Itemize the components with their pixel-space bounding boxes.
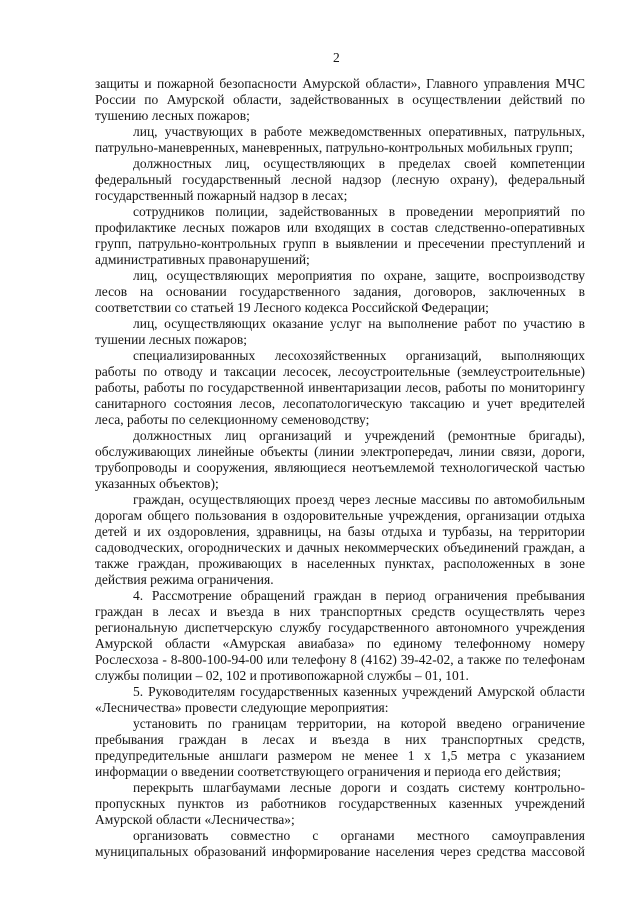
text-line: информации о введении соответствующего ограничения и периода его действия; [95,764,561,779]
text-line: пребывания граждан в лесах и въезда в них транспортных средств, [95,732,585,747]
text-line: лиц, участвующих в работе межведомственных оперативных, патрульных, [133,124,585,139]
text-line: тушению лесных пожаров; [95,108,250,123]
text-line: граждан, осуществляющих проезд через лесные массивы по автомобильным [133,492,585,507]
paragraph [95,268,585,316]
text-line: 5. Руководителям государственных казенных учреждений Амурской области [133,684,585,699]
text-line: Амурской области «Амурская авиабаза» по единому телефонному номеру [95,636,585,651]
text-line: тушении лесных пожаров; [95,332,247,347]
text-line: специализированных лесохозяйственных организаций, выполняющих [133,348,585,363]
paragraph [95,588,585,684]
document-body [95,76,585,860]
text-line: граждан в лесах и въезда в них транспортных средств осуществлять через [95,604,585,619]
text-line: лесов на основании государственного задания, договоров, заключенных в [95,284,585,299]
text-line: «Лесничества» провести следующие мероприятия: [95,700,389,715]
paragraph [95,156,585,204]
paragraph [95,348,585,428]
text-line: трубопроводы и сооружения, являющиеся неотъемлемой технологической частью [95,460,585,475]
text-line: лиц, осуществляющих оказание услуг на выполнение работ по участию в [133,316,585,331]
text-line: работы, работы по государственной инвентаризации лесов, работы по мониторингу [95,380,585,395]
text-line: региональную диспетчерскую службу государственного автономного учреждения [95,620,585,635]
text-line: государственный пожарный надзор в лесах; [95,188,348,203]
text-line: пропускных пунктов из работников государственных казенных учреждений [95,796,585,811]
text-line: соответствии со статьей 19 Лесного кодекса Российской Федерации; [95,300,489,315]
paragraph [95,76,585,124]
text-line: Амурской области «Лесничества»; [95,812,295,827]
text-line: групп, патрульно-контрольных групп в выявлении и пресечении преступлений и [95,236,585,251]
text-line: садоводческих, огороднических и дачных некоммерческих объединений граждан, а [95,540,585,555]
text-line: дорогам общего пользования в оздоровительные учреждения, организации отдыха [95,508,585,523]
text-line: Рослесхоза - 8-800-100-94-00 или телефону 8 (4162) 39-42-02, а также по телефонам [95,652,585,667]
paragraph [95,204,585,268]
text-line: лиц, осуществляющих мероприятия по охране, защите, воспроизводству [133,268,585,283]
paragraph [95,124,585,156]
text-line: также граждан, проживающих в населенных пунктах, расположенных в зоне [95,556,585,571]
text-line: установить по границам территории, на которой введено ограничение [133,716,585,731]
text-line: защиты и пожарной безопасности Амурской области», Главного управления МЧС [95,76,585,91]
text-line: работы по отводу и таксации лесосек, лесоустроительные (землеустроительные) [95,364,585,379]
text-line: сотрудников полиции, задействованных в проведении мероприятий по [133,204,585,219]
text-line: санитарного состояния лесов, лесопатологическую таксацию и учет вредителей [95,396,585,411]
text-line: обслуживающих линейные объекты (линии электропередач, линии связи, дороги, [95,444,585,459]
paragraph [95,828,585,860]
text-line: 4. Рассмотрение обращений граждан в период ограничения пребывания [133,588,585,603]
paragraph [95,492,585,588]
paragraph [95,684,585,716]
paragraph [95,428,585,492]
text-line: России по Амурской области, задействованных в осуществлении действий по [95,92,585,107]
text-line: детей и их оздоровления, здравницы, на базы отдыха и турбазы, на территории [95,524,585,539]
text-line: муниципальных образований информирование населения через средства массовой [95,844,585,859]
paragraph [95,780,585,828]
text-line: перекрыть шлагбаумами лесные дороги и создать систему контрольно- [133,780,585,795]
text-line: указанных объектов); [95,476,219,491]
text-line: службы полиции – 02, 102 и противопожарной службы – 01, 101. [95,668,469,683]
text-line: должностных лиц, осуществляющих в пределах своей компетенции [133,156,585,171]
text-line: федеральный государственный лесной надзор (лесную охрану), федеральный [95,172,585,187]
text-line: должностных лиц организаций и учреждений (ремонтные бригады), [133,428,585,443]
page-number: 2 [333,50,340,65]
text-line: организовать совместно с органами местного самоуправления [133,828,585,843]
paragraph [95,716,585,780]
text-line: патрульно-маневренных, маневренных, патрульно-контрольных мобильных групп; [95,140,573,155]
text-line: предупредительные аншлаги размером не менее 1 х 1,5 метра с указанием [95,748,585,763]
text-line: леса, работы по селекционному семеноводству; [95,412,370,427]
paragraph [95,316,585,348]
text-line: профилактике лесных пожаров или входящих в состав следственно-оперативных [95,220,585,235]
text-line: действия режима ограничения. [95,572,274,587]
text-line: административных правонарушений; [95,252,310,267]
